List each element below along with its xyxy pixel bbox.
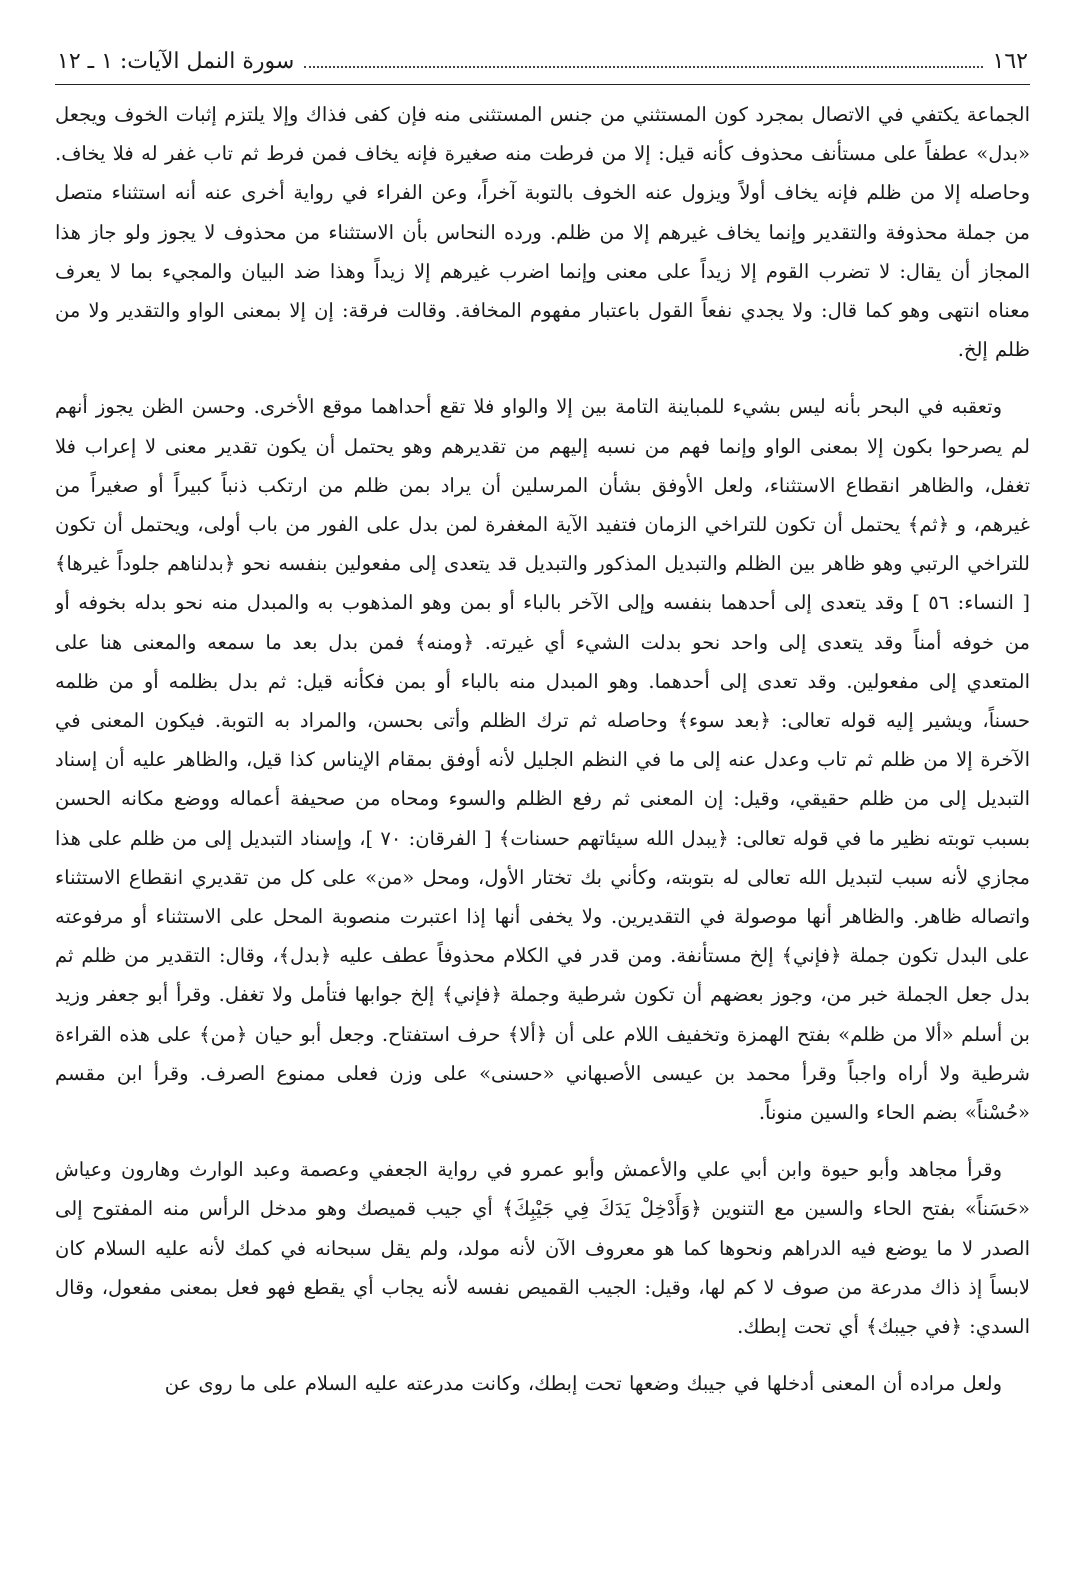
leader-dots [304, 65, 982, 68]
surah-title: سورة النمل الآيات: ١ ـ ١٢ [57, 49, 295, 74]
body-text [55, 95, 1030, 1404]
paragraph-4: ولعل مراده أن المعنى أدخلها في جيبك وضعها تحت إبطك، وكانت مدرعته عليه السلام على ما روى عن [164, 1372, 1002, 1396]
book-page [55, 40, 1030, 1560]
page-number: ١٦٢ [992, 49, 1028, 74]
paragraph-1: الجماعة يكتفي في الاتصال بمجرد كون المستثني من جنس المستثنى منه فإن كفى فذاك وإلا يلتزم إثبات الخوف ويجعل «بدل» عطفاً على مستأنف محذوف كأنه قيل: إلا من فرطت منه صغيرة فإنه يخاف فمن فرط ثم تاب غفر له فلا يخاف. وحاصله إلا من ظلم فإنه يخاف أولاً ويزول عنه الخوف بالتوبة آخراً، وعن الفراء في رواية أخرى عنه أنه استثناء متصل من جملة محذوفة والتقدير وإنما يخاف غيرهم إلا من ظلم. ورده النحاس بأن الاستثناء من محذوف لا يجوز ولو جاز هذا المجاز أن يقال: لا تضرب القوم إلا زيداً على معنى وإنما اضرب غيرهم إلا زيداً وهذا ضد البيان والمجيء بما لا يعرف معناه انتهى وهو كما قال: ولا يجدي نفعاً القول باعتبار مفهوم المخافة. وقالت فرقة: إن إلا بمعنى الواو والتقدير ولا من ظلم إلخ. [55, 103, 1030, 362]
paragraph-3: وقرأ مجاهد وأبو حيوة وابن أبي علي والأعمش وأبو عمرو في رواية الجعفي وعصمة وعبد الوارث وهارون وعياش «حَسَناً» بفتح الحاء والسين مع التنوين ﴿وَأَدْخِلْ يَدَكَ فِي جَيْبِكَ﴾ أي جيب قميصك وهو مدخل الرأس منه المفتوح إلى الصدر لا ما يوضع فيه الدراهم ونحوها كما هو معروف الآن لأنه مولد، ولم يقل سبحانه في كمك لأنه عليه السلام كان لابساً إذ ذاك مدرعة من صوف لا كم لها، وقيل: الجيب القميص نفسه لأنه يجاب أي يقطع فهو فعل بمعنى مفعول، وقال السدي: ﴿في جيبك﴾ أي تحت إبطك. [55, 1158, 1030, 1339]
paragraph-2: وتعقبه في البحر بأنه ليس بشيء للمباينة التامة بين إلا والواو فلا تقع أحداهما موقع الأخرى. وحسن الظن يجوز أنهم لم يصرحوا بكون إلا بمعنى الواو وإنما فهم من نسبه إليهم من تقديرهم وهو يحتمل أن يكون تقدير معنى لا إعراب فلا تغفل، والظاهر انقطاع الاستثناء، ولعل الأوفق بشأن المرسلين أن يراد بمن ظلم من ارتكب ذنباً كبيراً أو صغيراً من غيرهم، و ﴿ثم﴾ يحتمل أن تكون للتراخي الزمان فتفيد الآية المغفرة لمن بدل على الفور من باب أولى، ويحتمل أن تكون للتراخي الرتبي وهو ظاهر بين الظلم والتبديل المذكور والتبديل قد يتعدى إلى مفعولين بنفسه نحو ﴿بدلناهم جلوداً غيرها﴾ [ النساء: ٥٦ ] وقد يتعدى إلى أحدهما بنفسه وإلى الآخر بالباء أو بمن وهو المذهوب به والمبدل منه نحو بدله بخوفه أو من خوفه أمناً وقد يتعدى إلى واحد نحو بدلت الشيء أي غيرته. ﴿ومنه﴾ فمن بدل بعد ما سمعه والمعنى هنا على المتعدي إلى مفعولين. وقد تعدى إلى أحدهما. وهو المبدل منه بالباء أو بمن فكأنه قيل: ثم بدل بظلمه أو من ظلمه حسناً، ويشير إليه قوله تعالى: ﴿بعد سوء﴾ وحاصله ثم ترك الظلم وأتى بحسن، والمراد به التوبة. فيكون المعنى في الآخرة إلا من ظلم ثم تاب وعدل عنه إلى ما في النظم الجليل لأنه أوفق بمقام الإيناس كذا قيل، والظاهر عليه أن إسناد التبديل إلى من ظلم حقيقي، وقيل: إن المعنى ثم رفع الظلم والسوء ومحاه من صحيفة أعماله ووضع مكانه الحسن بسبب توبته نظير ما في قوله تعالى: ﴿يبدل الله سيئاتهم حسنات﴾ [ الفرقان: ٧٠ ]، وإسناد التبديل إلى من ظلم على هذا مجازي لأنه سبب لتبديل الله تعالى له بتوبته، وكأني بك تختار الأول، ومحل «من» على كل من تقديري انقطاع الاستثناء واتصاله ظاهر. والظاهر أنها موصولة في التقديرين. ولا يخفى أنها إذا اعتبرت منصوبة المحل على الاستثناء أو مرفوعته على البدل تكون جملة ﴿فإني﴾ إلخ مستأنفة. ومن قدر في الكلام محذوفاً عطف عليه ﴿بدل﴾، وقال: التقدير من ظلم ثم بدل جعل الجملة خبر من، وجوز بعضهم أن تكون شرطية وجملة ﴿فإني﴾ إلخ جوابها فتأمل ولا تغفل. وقرأ أبو جعفر وزيد بن أسلم «ألا من ظلم» بفتح الهمزة وتخفيف اللام على أن ﴿ألا﴾ حرف استفتاح. وجعل أبو حيان ﴿من﴾ على هذه القراءة شرطية ولا أراه واجباً وقرأ محمد بن عيسى الأصبهاني «حسنى» على وزن فعلى ممنوع الصرف. وقرأ ابن مقسم «حُسْناً» بضم الحاء والسين منوناً. [55, 395, 1030, 1125]
running-head [55, 40, 1030, 85]
